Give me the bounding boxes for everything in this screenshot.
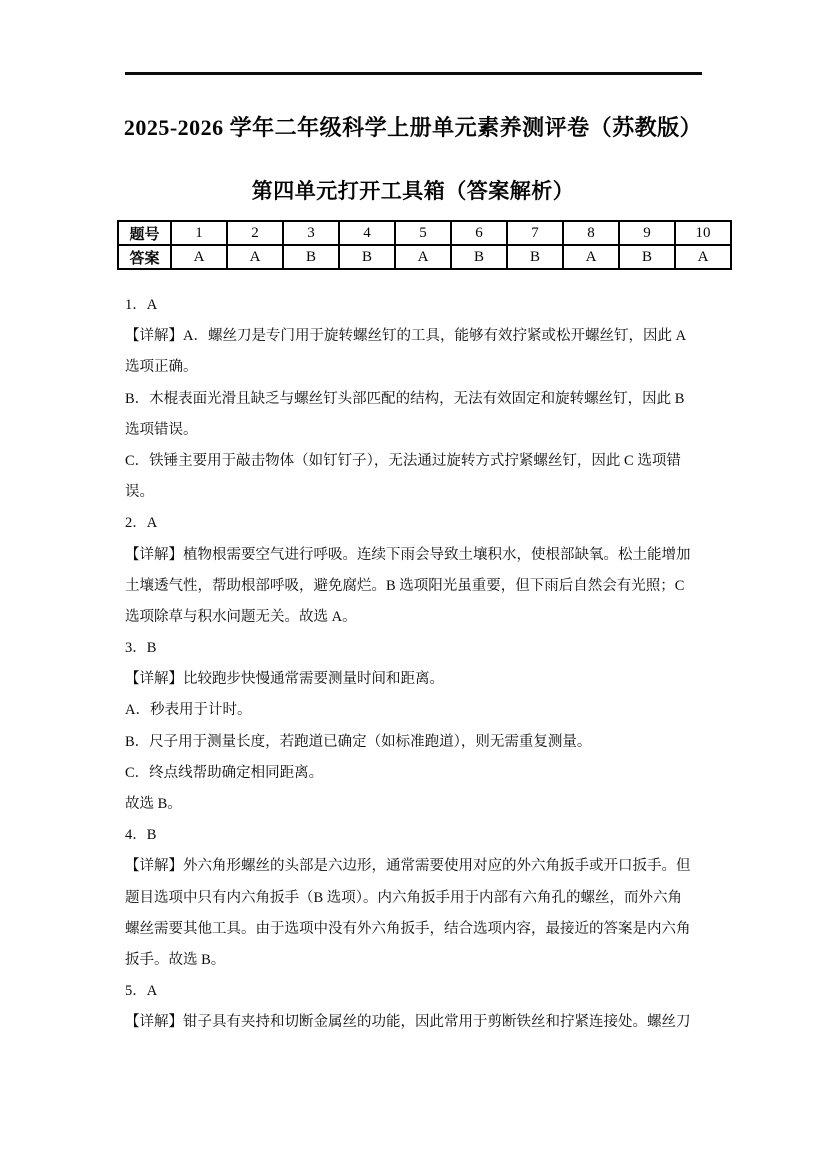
answer-cell: A [395, 245, 451, 269]
answer-cell: B [283, 245, 339, 269]
answer-row [118, 245, 731, 269]
text-line: A．秒表用于计时。 [125, 702, 252, 719]
document-subtitle: 第四单元打开工具箱（答案解析） [251, 179, 575, 203]
answer-key-table [117, 220, 732, 270]
answer-cell: A [563, 245, 619, 269]
question-number-cell: 7 [507, 221, 563, 245]
question-number-row [118, 221, 731, 245]
document-title: 2025-2026 学年二年级科学上册单元素养测评卷（苏教版） [123, 115, 703, 140]
text-line: 【详解】比较跑步快慢通常需要测量时间和距离。 [125, 671, 444, 688]
header-divider [125, 72, 702, 75]
question-number-cell: 8 [563, 221, 619, 245]
text-line: C．铁锤主要用于敲击物体（如钉钉子），无法通过旋转方式拧紧螺丝钉，因此 C 选项错 [125, 452, 681, 469]
text-line: B．尺子用于测量长度，若跑道已确定（如标准跑道），则无需重复测量。 [125, 733, 592, 750]
text-line: C．终点线帮助确定相同距离。 [125, 764, 324, 781]
question-header-cell: 题号 [118, 221, 171, 245]
answer-header-cell: 答案 [118, 245, 171, 269]
question-number-cell: 1 [171, 221, 227, 245]
text-line: 误。 [125, 484, 154, 501]
answer-cell: B [451, 245, 507, 269]
question-number-cell: 5 [395, 221, 451, 245]
text-line: 1．A [125, 297, 158, 313]
answer-cell: B [507, 245, 563, 269]
text-line: 【详解】钳子具有夹持和切断金属丝的功能，因此常用于剪断铁丝和拧紧连接处。螺丝刀 [125, 1014, 691, 1031]
answer-cell: A [171, 245, 227, 269]
text-line: 题目选项中只有内六角扳手（B 选项）。内六角扳手用于内部有六角孔的螺丝，而外六角 [125, 889, 683, 906]
text-line: 选项错误。 [125, 421, 198, 438]
text-line: 【详解】A．螺丝刀是专门用于旋转螺丝钉的工具，能够有效拧紧或松开螺丝钉，因此 A [125, 328, 687, 345]
question-number-cell: 4 [339, 221, 395, 245]
text-line: 选项正确。 [125, 359, 198, 376]
text-line: 5．A [125, 983, 158, 1000]
text-line: B．木棍表面光滑且缺乏与螺丝钉头部匹配的结构，无法有效固定和旋转螺丝钉，因此 B [125, 390, 685, 407]
question-number-cell: 3 [283, 221, 339, 245]
text-line: 3．B [125, 640, 157, 657]
answer-cell: A [227, 245, 283, 269]
text-line: 故选 B。 [125, 796, 182, 812]
answer-cell: A [675, 245, 731, 269]
answer-cell: B [619, 245, 675, 269]
text-line: 【详解】植物根需要空气进行呼吸。连续下雨会导致土壤积水，使根部缺氧。松土能增加 [125, 546, 691, 563]
question-number-cell: 2 [227, 221, 283, 245]
question-number-cell: 6 [451, 221, 507, 245]
text-line: 土壤透气性，帮助根部呼吸，避免腐烂。B 选项阳光虽重要，但下雨后自然会有光照；C [125, 577, 685, 594]
question-number-cell: 9 [619, 221, 675, 245]
question-number-cell: 10 [675, 221, 731, 245]
text-line: 螺丝需要其他工具。由于选项中没有外六角扳手，结合选项内容，最接近的答案是内六角 [125, 920, 691, 937]
answer-cell: B [339, 245, 395, 269]
text-line: 4．B [125, 827, 157, 844]
text-line: 【详解】外六角形螺丝的头部是六边形，通常需要使用对应的外六角扳手或开口扳手。但 [125, 858, 691, 875]
text-line: 2．A [125, 515, 158, 532]
text-line: 扳手。故选 B。 [125, 951, 226, 968]
explanations-section [125, 290, 702, 1039]
text-line: 选项除草与积水问题无关。故选 A。 [125, 608, 357, 625]
